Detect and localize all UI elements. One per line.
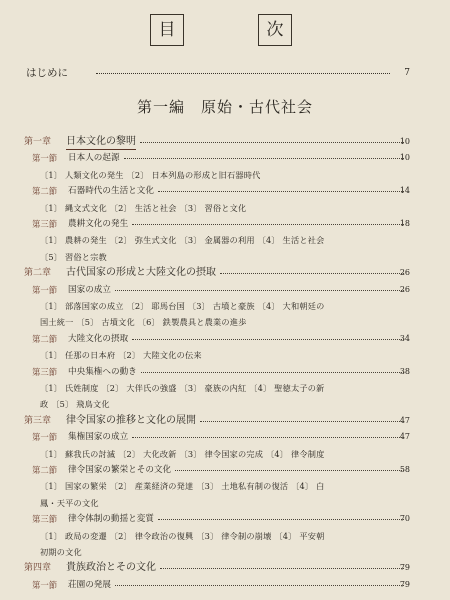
entry-title: 〔1〕 部落国家の成立 〔2〕 耶馬台国 〔3〕 古墳と豪族 〔4〕 大和朝廷の bbox=[40, 301, 325, 311]
section-entry bbox=[0, 331, 450, 347]
section-label: 第三節 bbox=[32, 514, 58, 525]
entry-page-number: 34 bbox=[399, 333, 410, 343]
leader-dots bbox=[158, 191, 404, 192]
section-entry bbox=[0, 577, 450, 593]
section-entry bbox=[0, 462, 450, 478]
section-label: 第一節 bbox=[32, 579, 58, 590]
entry-title: 〔1〕 政局の変遷 〔2〕 律令政治の復興 〔3〕 律令制の崩壊 〔4〕 平安朝 bbox=[40, 530, 325, 541]
chapter-label: 第四章 bbox=[24, 563, 52, 574]
section-label: 第二節 bbox=[32, 186, 58, 197]
entry-title: 日本人の起源 bbox=[68, 153, 120, 164]
section-entry bbox=[0, 183, 450, 199]
subsection-line bbox=[0, 249, 450, 265]
leader-dots bbox=[158, 519, 404, 520]
section-label: 第三節 bbox=[32, 219, 58, 229]
entry-page-number: 70 bbox=[399, 514, 410, 524]
entry-title: 〔1〕 農耕の発生 〔2〕 弥生式文化 〔3〕 金属器の利用 〔4〕 生活と社会 bbox=[40, 235, 325, 246]
chapter-entry bbox=[0, 413, 450, 429]
entry-page-number: 79 bbox=[399, 579, 410, 589]
entry-page-number: 18 bbox=[399, 219, 410, 228]
entry-title: 律令体制の動揺と変質 bbox=[68, 514, 154, 525]
entry-title: 古代国家の形成と大陸文化の摂取 bbox=[66, 267, 216, 279]
entry-title: 鳳・天平の文化 bbox=[40, 497, 99, 508]
entry-page-number: 79 bbox=[399, 563, 410, 573]
section-label: 第一節 bbox=[32, 432, 58, 443]
section-label: 第二節 bbox=[32, 333, 58, 344]
entry-title: 政 〔5〕 飛鳥文化 bbox=[40, 399, 110, 410]
section-entry bbox=[0, 511, 450, 527]
entry-title: 〔5〕 習俗と宗教 bbox=[40, 251, 107, 262]
toc-heading bbox=[0, 14, 450, 50]
subsection-line bbox=[0, 495, 450, 511]
entry-title: 初期の文化 bbox=[40, 547, 82, 557]
entry-title: 律令国家の推移と文化の展開 bbox=[66, 414, 196, 426]
chapter-entry bbox=[0, 265, 450, 281]
section-entry bbox=[0, 282, 450, 298]
leader-dots bbox=[141, 372, 404, 373]
section-label: 第三節 bbox=[32, 366, 58, 377]
leader-dots bbox=[160, 568, 404, 569]
entry-title: 大陸文化の摂取 bbox=[68, 333, 129, 344]
subsection-line bbox=[0, 314, 450, 330]
entry-title: 〔1〕 国家の繁栄 〔2〕 産業経済の発達 〔3〕 土地私有制の復活 〔4〕 白 bbox=[40, 481, 325, 492]
intro-page: 7 bbox=[404, 68, 410, 78]
entry-title: 国家の成立 bbox=[68, 284, 111, 295]
subsection-line bbox=[0, 232, 450, 248]
leader-dots bbox=[96, 73, 390, 74]
entry-page-number: 47 bbox=[399, 432, 410, 442]
section-label: 第一節 bbox=[32, 284, 58, 295]
leader-dots bbox=[132, 339, 404, 340]
subsection-line bbox=[0, 396, 450, 412]
subsection-line bbox=[0, 478, 450, 494]
subsection-line bbox=[0, 380, 450, 396]
toc-heading-char-1: 目 bbox=[150, 14, 184, 46]
leader-dots bbox=[132, 224, 404, 225]
chapter-entry bbox=[0, 560, 450, 576]
chapter-entry bbox=[0, 134, 450, 150]
entry-title: 〔1〕 人類文化の発生 〔2〕 日本列島の形成と旧石器時代 bbox=[40, 169, 261, 180]
subsection-line bbox=[0, 446, 450, 462]
intro-entry bbox=[0, 64, 450, 82]
section-label: 第一節 bbox=[32, 153, 58, 164]
entry-title: 荘園の発展 bbox=[68, 579, 111, 590]
subsection-line bbox=[0, 544, 450, 560]
entry-title: 国土統一 〔5〕 古墳文化 〔6〕 鉄製農具と農業の進歩 bbox=[40, 317, 247, 328]
section-entry bbox=[0, 429, 450, 445]
subsection-line bbox=[0, 298, 450, 314]
entry-page-number: 26 bbox=[399, 284, 410, 294]
entry-title: 石器時代の生活と文化 bbox=[68, 186, 154, 197]
entry-title: 中央集権への動き bbox=[68, 366, 137, 377]
entry-page-number: 58 bbox=[399, 465, 410, 474]
entry-title: 〔1〕 氏姓制度 〔2〕 大伴氏の強盛 〔3〕 豪族の内紅 〔4〕 聖徳太子の新 bbox=[40, 383, 325, 393]
intro-title: はじめに bbox=[26, 67, 68, 79]
subsection-line bbox=[0, 167, 450, 183]
entry-title: 〔1〕 縄文式文化 〔2〕 生活と社会 〔3〕 習俗と文化 bbox=[40, 202, 247, 213]
entry-page-number: 38 bbox=[399, 366, 410, 376]
part-title: 第一編 原始・古代社会 bbox=[136, 98, 313, 116]
leader-dots bbox=[220, 273, 404, 274]
leader-dots bbox=[124, 158, 404, 159]
entry-title: 日本文化の黎明 bbox=[66, 136, 136, 147]
entry-page-number: 47 bbox=[399, 415, 410, 425]
entry-title: 〔1〕 任那の日本府 〔2〕 大陸文化の伝来 bbox=[40, 350, 202, 361]
leader-dots bbox=[200, 421, 404, 422]
section-entry bbox=[0, 150, 450, 166]
chapter-label: 第二章 bbox=[24, 268, 52, 279]
chapter-label: 第三章 bbox=[24, 415, 52, 426]
section-label: 第二節 bbox=[32, 465, 58, 475]
entry-title: 農耕文化の発生 bbox=[68, 219, 129, 229]
subsection-line bbox=[0, 347, 450, 363]
entry-title: 貴族政治とその文化 bbox=[66, 562, 156, 574]
leader-dots bbox=[115, 290, 404, 291]
leader-dots bbox=[132, 437, 404, 438]
entry-page-number: 26 bbox=[399, 268, 410, 278]
entry-page-number: 10 bbox=[399, 153, 410, 163]
leader-dots bbox=[115, 585, 404, 586]
toc-heading-char-2: 次 bbox=[258, 14, 292, 46]
entry-title: 集権国家の成立 bbox=[68, 432, 129, 443]
chapter-label: 第一章 bbox=[24, 137, 52, 147]
leader-dots bbox=[175, 470, 404, 471]
entry-title: 〔1〕 蘇我氏の討滅 〔2〕 大化改新 〔3〕 律令国家の完成 〔4〕 律令制度 bbox=[40, 448, 325, 459]
section-entry bbox=[0, 216, 450, 232]
section-entry bbox=[0, 364, 450, 380]
subsection-line bbox=[0, 528, 450, 544]
entry-page-number: 14 bbox=[399, 186, 410, 196]
subsection-line bbox=[0, 200, 450, 216]
entry-title: 律令国家の繁栄とその文化 bbox=[68, 465, 172, 475]
leader-dots bbox=[140, 142, 404, 143]
entry-page-number: 10 bbox=[399, 137, 410, 146]
